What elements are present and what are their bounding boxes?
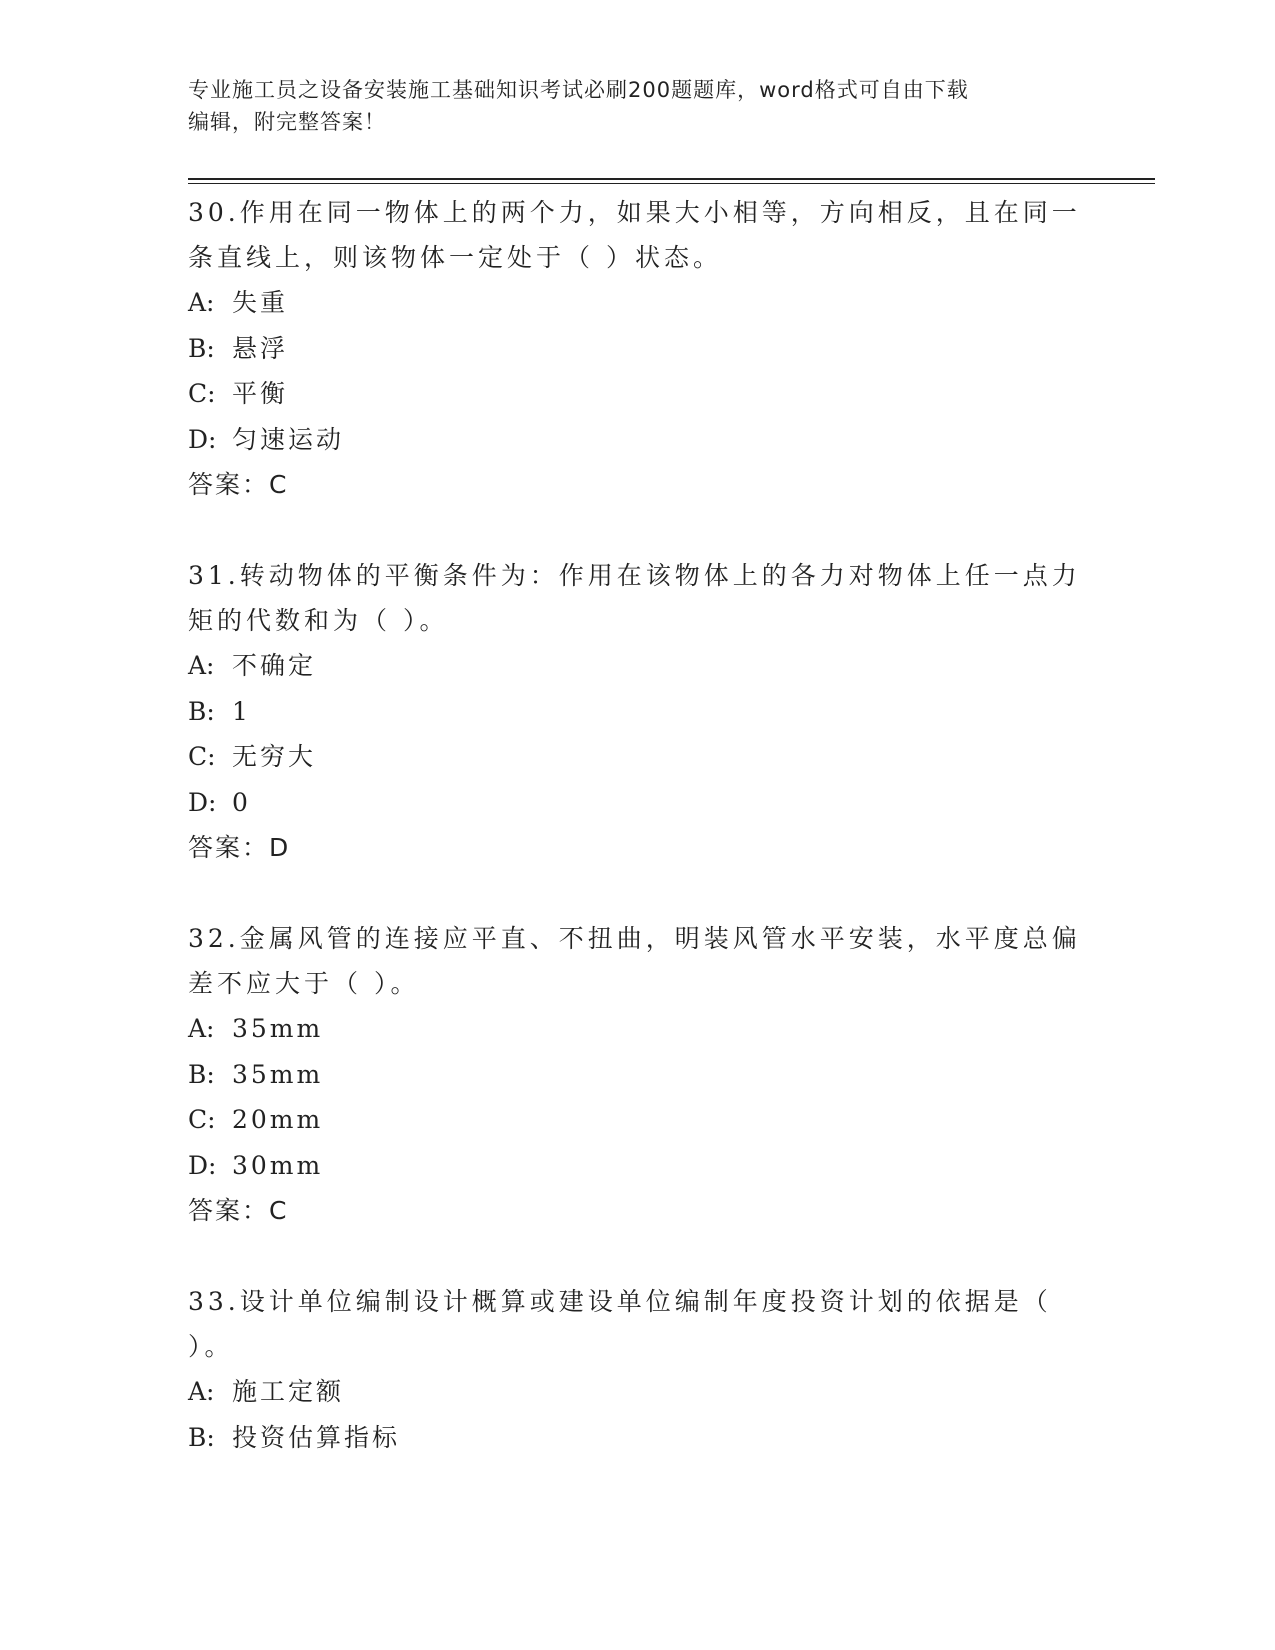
document-header [188,74,1068,138]
question-32 [188,916,1088,1233]
question-stem: 设计单位编制设计概算或建设单位编制年度投资计划的依据是（ ）。 [188,1287,1052,1361]
option-d [188,417,1088,463]
option-label: A: [188,1014,215,1043]
answer: 答案：C [188,470,289,499]
option-b [188,689,1088,735]
option-a [188,280,1088,326]
option-text: 投资估算指标 [232,1422,401,1452]
question-30 [188,190,1088,507]
question-number: 32. [188,924,240,953]
option-a [188,1006,1088,1052]
option-text: 不确定 [232,651,317,680]
question-text [188,1279,1088,1369]
option-text: 悬浮 [232,333,289,363]
question-text [188,916,1088,1006]
option-text: 20mm [232,1105,324,1134]
option-text: 失重 [232,288,289,317]
header-divider [188,178,1155,184]
option-text: 35mm [232,1014,324,1043]
option-label: D: [188,787,217,817]
answer: 答案：C [188,1196,289,1225]
option-text: 平衡 [232,379,289,408]
question-stem: 转动物体的平衡条件为：作用在该物体上的各力对物体上任一点力矩的代数和为（ ）。 [188,561,1081,635]
option-label: B: [188,1422,215,1452]
option-label: D: [188,1150,217,1180]
option-text: 35mm [232,1059,324,1089]
header-title-line-2: 编辑，附完整答案！ [188,110,386,134]
option-b [188,1415,1088,1461]
option-label: D: [188,424,217,454]
option-text: 30mm [232,1150,324,1180]
option-label: B: [188,696,215,726]
question-number: 30. [188,198,240,227]
option-c [188,1097,1088,1143]
option-text: 匀速运动 [232,424,345,454]
option-label: C: [188,742,216,771]
option-text: 0 [232,787,251,817]
option-a [188,643,1088,689]
option-label: A: [188,1377,215,1406]
option-c [188,734,1088,780]
question-text [188,553,1088,643]
option-label: B: [188,333,215,363]
option-label: A: [188,288,215,317]
option-d [188,1143,1088,1189]
option-text: 无穷大 [232,742,317,771]
option-c [188,371,1088,417]
question-31 [188,553,1088,870]
question-list [188,190,1088,1506]
question-stem: 作用在同一物体上的两个力，如果大小相等，方向相反，且在同一条直线上，则该物体一定处于（ ）状态。 [188,198,1081,272]
option-label: B: [188,1059,215,1089]
option-text: 施工定额 [232,1377,345,1406]
answer: 答案：D [188,833,291,862]
question-33 [188,1279,1088,1460]
option-label: C: [188,379,216,408]
question-number: 31. [188,561,240,590]
option-text: 1 [232,696,251,726]
option-label: A: [188,651,215,680]
option-a [188,1369,1088,1415]
option-d [188,780,1088,826]
option-b [188,1052,1088,1098]
option-b [188,326,1088,372]
header-title-line-1: 专业施工员之设备安装施工基础知识考试必刷200题题库，word格式可自由下载 [188,78,969,102]
question-stem: 金属风管的连接应平直、不扭曲，明装风管水平安装，水平度总偏差不应大于（ ）。 [188,924,1081,998]
option-label: C: [188,1105,216,1134]
question-text [188,190,1088,280]
question-number: 33. [188,1287,240,1316]
